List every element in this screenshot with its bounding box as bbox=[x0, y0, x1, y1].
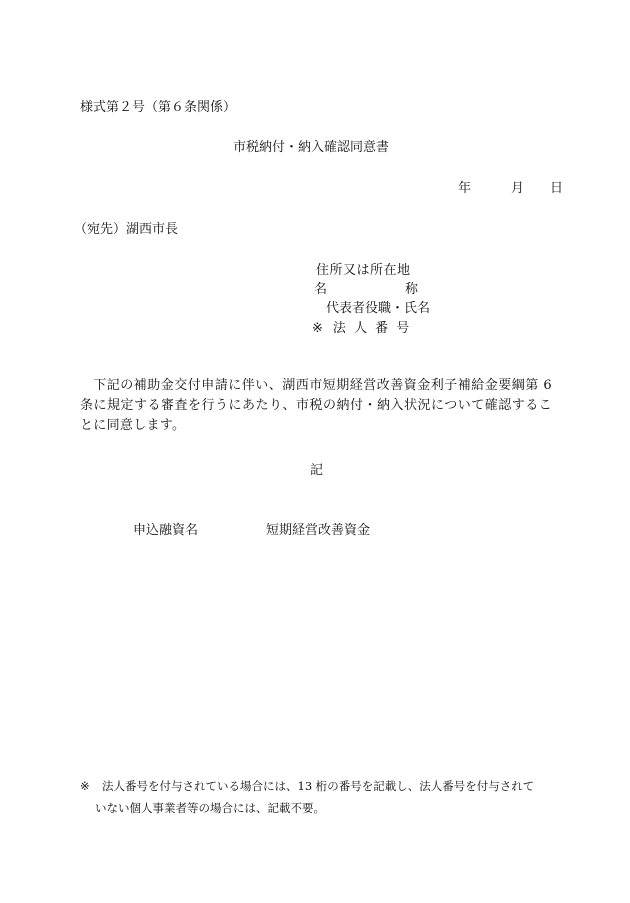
corporate-number-mark: ※ bbox=[312, 321, 325, 336]
document-title: 市税納付・納入確認同意書 bbox=[233, 140, 390, 155]
footnote-text-1: 法人番号を付与されている場合には、13 桁の番号を記載し、法人番号を付与されて bbox=[102, 779, 535, 793]
form-number: 様式第２号（第６条関係） bbox=[80, 100, 237, 115]
footnote-line-2: いない個人事業者等の場合には、記載不要。 bbox=[95, 801, 325, 815]
consent-paragraph-text: 下記の補助金交付申請に伴い、湖西市短期経営改善資金利子補給金要綱第 6 条に規定する審査を行うにあたり、市税の納付・納入状況について確認することに同意します。 bbox=[80, 378, 552, 433]
date-year-label: 年 bbox=[458, 181, 472, 196]
date-month-label: 月 bbox=[511, 181, 525, 196]
applicant-name-label-second: 称 bbox=[405, 282, 419, 297]
applicant-name-label-first: 名 bbox=[314, 282, 328, 297]
applicant-address-label: 住所又は所在地 bbox=[316, 263, 411, 278]
corporate-number-row bbox=[312, 317, 411, 336]
date-line bbox=[458, 177, 563, 196]
addressee: （宛先）湖西市長 bbox=[74, 222, 179, 237]
representative-label: 代表者役職・氏名 bbox=[326, 301, 431, 316]
footnote-line-1 bbox=[80, 778, 534, 794]
loan-name-value: 短期経営改善資金 bbox=[266, 523, 371, 538]
date-day-label: 日 bbox=[550, 181, 564, 196]
loan-name-label: 申込融資名 bbox=[133, 523, 199, 538]
ki-heading: 記 bbox=[310, 463, 324, 478]
consent-paragraph bbox=[80, 376, 552, 436]
corporate-number-label: 法 人 番 号 bbox=[332, 321, 412, 336]
footnote-mark: ※ bbox=[80, 779, 90, 793]
